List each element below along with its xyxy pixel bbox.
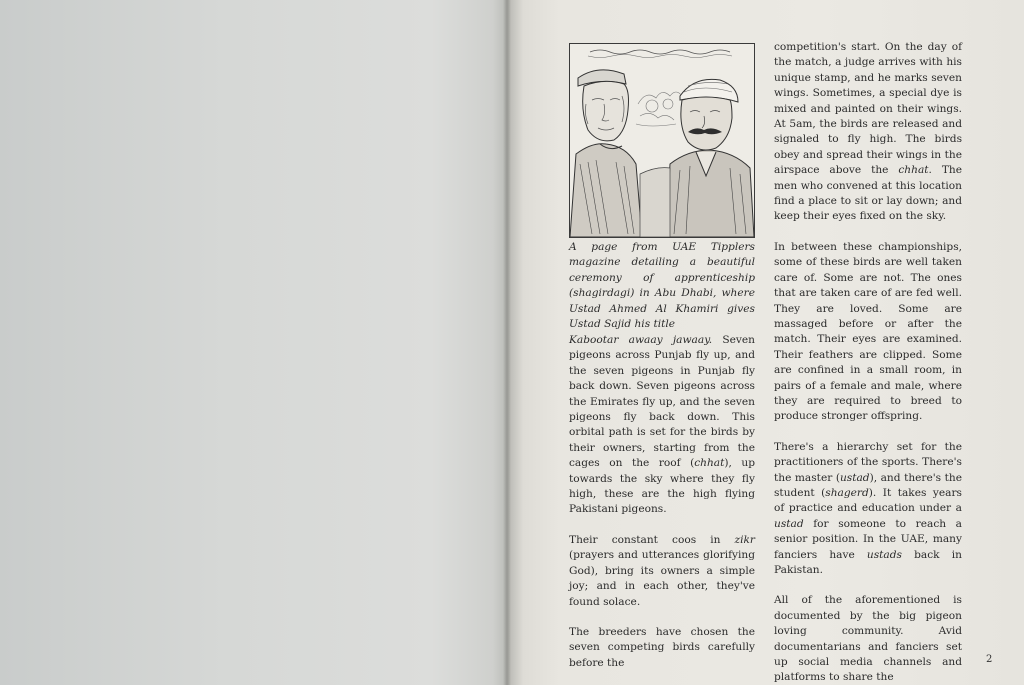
text-run: There's a hierarchy set for the practitioners of the sports. There's the master ( xyxy=(774,440,962,484)
left-page-blank xyxy=(0,0,508,685)
paragraph xyxy=(569,533,755,610)
text-run: back in Pakistan. xyxy=(774,548,962,576)
italic-term: chhat xyxy=(898,164,929,177)
text-run: (prayers and utterances glorifying God), bring its owners a simple joy; and in each other, they've found solace. xyxy=(569,549,755,608)
italic-term: ustad xyxy=(839,471,870,484)
paragraph: All of the aforementioned is documented by the big pigeon loving community. Avid documentarians and fanciers set up social media channels and platforms to share the xyxy=(774,594,962,684)
italic-term: ustad xyxy=(774,517,804,530)
paragraph: The breeders have chosen the seven competing birds carefully before the xyxy=(569,625,755,669)
italic-term: chhat xyxy=(694,457,725,470)
text-run: ), and there's the student ( xyxy=(774,471,962,499)
text-run: ), up towards the sky where they fly high, these are the high flying Pakistani pigeons. xyxy=(569,457,755,516)
page-number: 2 xyxy=(986,654,993,665)
italic-term: ustads xyxy=(866,548,902,561)
book-gutter xyxy=(503,0,511,685)
italic-term: zikr xyxy=(734,533,755,546)
italic-phrase: Kabootar awaay jawaay. xyxy=(569,334,713,346)
text-run: for someone to reach a senior position. In the UAE, many fanciers have xyxy=(774,517,962,561)
paragraph xyxy=(774,40,962,225)
right-text-column xyxy=(774,40,962,685)
illustration-two-men-icon xyxy=(569,43,755,238)
text-run: . The men who convened at this location find a place to sit or lay down; and keep their eyes fixed on the sky. xyxy=(774,164,962,223)
text-run: Their constant coos in xyxy=(569,533,735,546)
text-run: Seven pigeons across Punjab fly up, and the seven pigeons in Punjab fly back down. Seven pigeons across the Emirates fly up, and the seven pigeons fly back down. This orbital path is set for the birds by their owners, starting from the cages on the roof ( xyxy=(569,334,755,470)
figure-caption: A page from UAE Tipplers magazine detailing a beautiful ceremony of apprenticeship (shagirdagi) in Abu Dhabi, where Ustad Ahmed Al Khamiri gives Ustad Sajid his title xyxy=(569,241,755,331)
paragraph xyxy=(774,440,962,579)
paragraph xyxy=(569,333,755,518)
left-text-column xyxy=(569,333,755,685)
italic-term: shagerd xyxy=(825,486,869,499)
text-run: competition's start. On the day of the match, a judge arrives with his unique stamp, and he marks seven wings. Sometimes, a special dye is mixed and painted on their wings. At 5am, the birds are released and signaled to fly high. The birds obey and spread their wings in the airspace above the xyxy=(774,41,962,177)
text-run: ). It takes years of practice and education under a xyxy=(774,486,962,515)
paragraph: In between these championships, some of these birds are well taken care of. Some are not. The ones that are taken care of are fed well. They are loved. Some are massaged before or after the match. Their eyes are examined. Their feathers are clipped. Some are confined in a small room, in pairs of a female and male, where they are required to breed to produce stronger offspring. xyxy=(774,240,962,423)
